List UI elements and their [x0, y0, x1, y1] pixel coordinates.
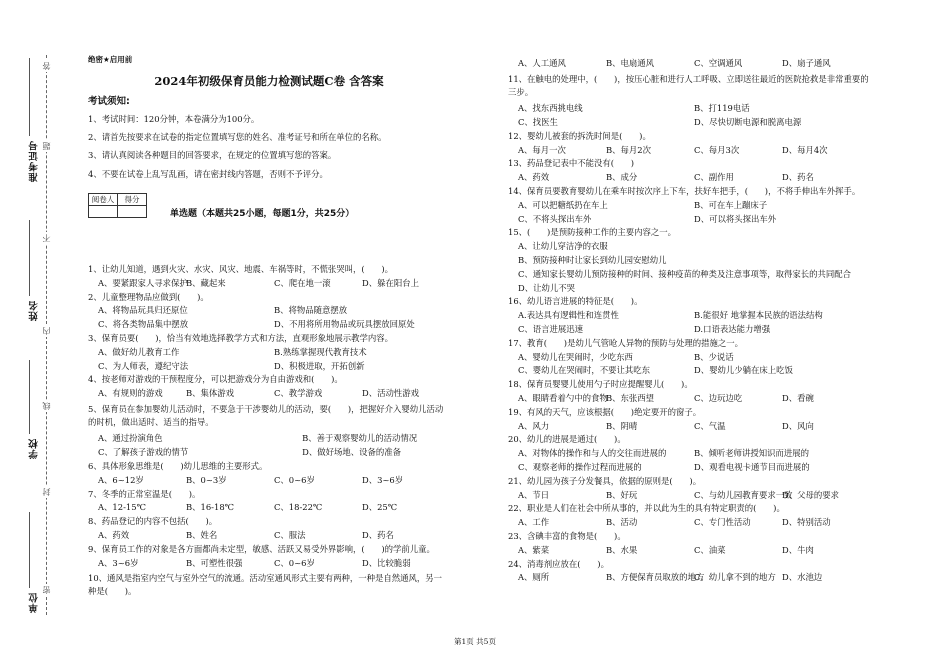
option-group: [508, 546, 870, 554]
answer-option[interactable]: B、倾听老师讲授知识而进展的: [694, 448, 810, 459]
answer-option[interactable]: D、可以将头探出车外: [694, 213, 777, 224]
answer-option[interactable]: A、找东西挑电线: [518, 103, 583, 114]
answer-option[interactable]: A、12-15℃: [98, 502, 146, 513]
question-text: 9、保育员工作的对象是各方面都尚未定型，敏感、活跃又易受外界影响，( )的学前儿童。: [88, 543, 435, 554]
answer-option[interactable]: B、将物品随意摆放: [274, 305, 348, 316]
option-group: [88, 306, 450, 328]
answer-option[interactable]: C、将各类物品集中摆放: [98, 319, 189, 330]
answer-option[interactable]: A、药效: [98, 529, 130, 540]
question-item: [508, 504, 870, 526]
question-item: [88, 403, 450, 457]
option-group: [88, 389, 450, 397]
question-text: 1、让幼儿知道，遇到火灾、水灾、风灾、地震、车祸等时，不慌张哭叫，( )。: [88, 264, 393, 274]
answer-option[interactable]: C、为人师表，遵纪守法: [98, 360, 189, 371]
answer-option[interactable]: C、爬在地一滚: [274, 277, 331, 288]
answer-option[interactable]: D、风向: [782, 420, 814, 431]
answer-option[interactable]: A、做好幼儿教育工作: [98, 346, 180, 357]
answer-option[interactable]: C、观察老师的操作过程而进展的: [518, 461, 642, 472]
answer-option[interactable]: A、有规则的游戏: [98, 388, 163, 399]
answer-option[interactable]: D、3~6岁: [362, 474, 404, 485]
answer-option[interactable]: B、活动: [606, 517, 638, 528]
option-group: [508, 242, 870, 292]
answer-option[interactable]: A、紫菜: [518, 544, 550, 555]
notice-item: 3、请认真阅读各种题目的回答要求，在规定的位置填写您的答案。: [88, 150, 337, 161]
answer-option[interactable]: B、姓名: [186, 529, 218, 540]
answer-option[interactable]: D、活动性游戏: [362, 388, 419, 399]
option-group: [508, 353, 870, 375]
score-table: [88, 193, 147, 218]
answer-option[interactable]: C、幼儿拿不到的地方: [694, 572, 776, 583]
question-text: 19、有风的天气，应该根据( )绝定要开的窗子。: [508, 406, 702, 417]
answer-option[interactable]: A、每月一次: [518, 144, 566, 155]
option-group: [508, 59, 870, 67]
section-title: 单选题（本题共25小题，每题1分，共25分）: [170, 209, 355, 219]
fill-line-exam-number[interactable]: [29, 58, 30, 136]
answer-option[interactable]: A、通过扮演角色: [98, 433, 163, 444]
seal-mark: 密: [42, 586, 51, 594]
answer-option[interactable]: A、药效: [518, 172, 550, 183]
question-text: 24、消毒剂应放在( )。: [508, 558, 609, 569]
question-text: 22、职业是人们在社会中所从事的，并以此为生的具有特定职责的( )。: [508, 503, 785, 514]
option-group: [508, 422, 870, 430]
answer-option[interactable]: B、好玩: [606, 489, 638, 500]
grader-header: 阅卷人: [89, 194, 118, 206]
question-text: 16、幼儿语言进展的特征是( )。: [508, 296, 643, 307]
question-item: [508, 408, 870, 430]
seal-mark: 不: [42, 234, 51, 242]
answer-option[interactable]: A、人工通风: [518, 58, 566, 68]
score-cell[interactable]: [118, 206, 147, 218]
answer-option[interactable]: D、躲在阳台上: [362, 277, 419, 288]
answer-option[interactable]: D、水池边: [782, 572, 823, 583]
question-text: 17、教育( )是幼儿气管呛人异物的预防与处理的措施之一。: [508, 337, 743, 348]
answer-option[interactable]: D、药名: [362, 529, 394, 540]
label-name: 姓名: [29, 300, 40, 321]
question-item: [88, 462, 450, 484]
answer-option[interactable]: C、与幼儿园教育要求一致: [694, 489, 793, 500]
question-item: [508, 380, 870, 402]
answer-option[interactable]: C、气温: [694, 420, 726, 431]
answer-option[interactable]: B、集体游戏: [186, 388, 235, 399]
question-text: 2、儿童整理物品应做到( )。: [88, 291, 209, 302]
answer-option[interactable]: B、少说话: [694, 351, 734, 362]
answer-option[interactable]: D、观看电视卡通节目而进展的: [694, 461, 810, 472]
question-text: 20、幼儿的进展是通过( )。: [508, 434, 626, 445]
question-item: [88, 517, 450, 539]
answer-option[interactable]: C、油菜: [694, 544, 726, 555]
question-text: 3、保育员要( )，恰当有效地选择教学方式和方法，直观形象地展示教学内容。: [88, 332, 393, 343]
option-group: [88, 503, 450, 511]
answer-option[interactable]: A、3~6岁: [98, 557, 139, 568]
notice-item: 1、考试时间：120分钟，本卷满分为100分。: [88, 113, 260, 124]
question-item: [88, 545, 450, 567]
question-item: [508, 297, 870, 333]
option-group: [508, 573, 870, 581]
answer-option[interactable]: B、成分: [606, 172, 638, 183]
option-group: [508, 201, 870, 223]
fill-line-school[interactable]: [29, 360, 30, 434]
answer-option[interactable]: A.表达具有逻辑性和连贯性: [518, 310, 619, 321]
answer-option[interactable]: C、每月3次: [694, 144, 740, 155]
answer-option[interactable]: B、水果: [606, 544, 638, 555]
answer-option[interactable]: D.口语表达能力增强: [694, 323, 771, 334]
seal-mark: 答: [42, 62, 51, 70]
fill-line-unit[interactable]: [29, 512, 30, 588]
question-text: 12、婴幼儿被套的拆洗时间是( )。: [508, 130, 651, 141]
answer-option[interactable]: A、对物体的操作和与人的交往而进展的: [518, 448, 667, 459]
left-column: [88, 55, 450, 597]
answer-option[interactable]: C、通知家长婴幼儿预防接种的时间、接种疫苗的种类及注意事项等，取得家长的共同配合: [518, 268, 852, 279]
question-text: 13、药品登记表中不能没有( ): [508, 158, 635, 169]
answer-option[interactable]: A、眼睛看着勺中的食物: [518, 392, 608, 403]
answer-option[interactable]: C、婴幼儿在哭闹时，不要让其吃东: [518, 365, 651, 376]
answer-option[interactable]: D、比较脆弱: [362, 557, 411, 568]
question-item: [88, 334, 450, 370]
answer-option[interactable]: D、婴幼儿少躺在床上吃饭: [694, 365, 793, 376]
answer-option[interactable]: A、要紧跟家人寻求保护: [98, 277, 188, 288]
question-text: 21、幼儿园为孩子分发餐具，依据的原则是( )。: [508, 475, 702, 486]
question-item: [508, 228, 870, 292]
option-group: [88, 434, 450, 456]
option-group: [508, 491, 870, 499]
answer-option[interactable]: B、打119电话: [694, 103, 750, 114]
option-group: [88, 348, 450, 370]
answer-option[interactable]: D、扇子通风: [782, 58, 831, 68]
exam-title: 2024年初级保育员能力检测试题C卷 含答案: [154, 73, 384, 88]
option-group: [508, 173, 870, 181]
answer-option[interactable]: B、每月2次: [606, 144, 651, 155]
answer-option[interactable]: B、东张西望: [606, 392, 655, 403]
question-item: [88, 490, 450, 512]
answer-option[interactable]: B、方便保育员取放的地方: [606, 572, 705, 583]
question-text: 7、冬季的正常室温是( )。: [88, 488, 201, 499]
answer-option[interactable]: B、可在车上蹦床子: [694, 199, 768, 210]
answer-option[interactable]: C、服法: [274, 529, 306, 540]
question-item: [508, 339, 870, 375]
answer-option[interactable]: D、父母的要求: [782, 489, 839, 500]
question-text: 11、在触电的处理中，( )，按压心脏和进行人工呼吸、立即送往最近的医院抢救是非常重要的三步。: [508, 73, 869, 97]
answer-option[interactable]: A、风力: [518, 420, 550, 431]
answer-option[interactable]: B、可塑性很强: [186, 557, 243, 568]
answer-option[interactable]: B、电扇通风: [606, 58, 655, 68]
question-list-right: [508, 59, 870, 587]
binding-margin: [0, 0, 70, 671]
answer-option[interactable]: D、每月4次: [782, 144, 828, 155]
question-item: [508, 73, 870, 127]
answer-option[interactable]: D、不用将所用物品或玩具摆放回原处: [274, 319, 415, 330]
question-text: 15、( )是预防接种工作的主要内容之一。: [508, 227, 676, 238]
question-item: [508, 560, 870, 582]
option-group: [88, 476, 450, 484]
answer-option[interactable]: C、不将头探出车外: [518, 213, 592, 224]
question-text: 18、保育员婴婴儿使用勺子时应提醒婴儿( )。: [508, 379, 693, 390]
option-group: [88, 279, 450, 287]
answer-option[interactable]: B、预防接种时让家长到幼儿园安慰幼儿: [518, 254, 667, 265]
answer-option[interactable]: C、18-22℃: [274, 502, 323, 513]
answer-option[interactable]: D、做好场地、设备的准备: [302, 447, 401, 458]
question-item: [508, 532, 870, 554]
option-group: [508, 104, 870, 126]
label-unit: 单位: [29, 592, 40, 613]
answer-option[interactable]: C、副作用: [694, 172, 734, 183]
answer-option[interactable]: C、0~6岁: [274, 474, 315, 485]
question-item: [88, 572, 450, 598]
option-group: [88, 559, 450, 567]
answer-option[interactable]: C、找医生: [518, 117, 558, 128]
label-school: 学校: [29, 438, 40, 459]
question-item: [508, 477, 870, 499]
answer-option[interactable]: D、牛肉: [782, 544, 814, 555]
option-group: [88, 531, 450, 539]
label-exam-number: 准考证号: [29, 140, 40, 182]
question-text: 5、保育员在参加婴幼儿活动时，不要急于干涉婴幼儿的活动，要( )，把握好介入婴幼儿活动的时机，做出适时、适当的指导。: [88, 403, 444, 427]
answer-option[interactable]: A、厕所: [518, 572, 550, 583]
seal-mark: 封: [42, 488, 51, 496]
answer-option[interactable]: D、25℃: [362, 502, 398, 513]
answer-option[interactable]: B、藏起来: [186, 277, 226, 288]
question-text: 4、按老师对游戏的干预程度分，可以把游戏分为自由游戏和( )。: [88, 374, 343, 385]
seal-mark: 内: [42, 327, 51, 335]
answer-option[interactable]: B.熟练掌握现代教育技术: [274, 346, 367, 357]
answer-option[interactable]: C、0~6岁: [274, 557, 315, 568]
answer-option[interactable]: B、阴晴: [606, 420, 638, 431]
answer-option[interactable]: A、节日: [518, 489, 550, 500]
question-item: [88, 375, 450, 397]
answer-option[interactable]: A、婴幼儿在哭闹时，少吃东西: [518, 351, 633, 362]
question-text: 10、通风是指室内空气与室外空气的流通。活动室通风形式主要有两种，一种是自然通风，另一种是( )。: [88, 573, 443, 597]
question-item: [88, 293, 450, 329]
answer-option[interactable]: D、特别活动: [782, 517, 831, 528]
option-group: [508, 449, 870, 471]
question-text: 23、含碘丰富的食物是( )。: [508, 530, 626, 541]
notice-heading: 考试须知:: [88, 96, 130, 107]
answer-option[interactable]: C、空调通风: [694, 58, 743, 68]
question-item: [88, 265, 450, 287]
answer-option[interactable]: B、0~3岁: [186, 474, 227, 485]
seal-mark: 线: [42, 402, 51, 410]
answer-option[interactable]: A、让幼儿穿洁净的衣服: [518, 241, 608, 252]
answer-option[interactable]: A、可以把糖纸扔在车上: [518, 199, 608, 210]
answer-option[interactable]: D、积极进取，开拓创新: [274, 360, 365, 371]
grader-cell[interactable]: [89, 206, 118, 218]
answer-option[interactable]: B.能很好 地掌握本民族的语法结构: [694, 310, 823, 321]
question-list-left: [88, 265, 450, 604]
option-group: [508, 394, 870, 402]
answer-option[interactable]: A、6~12岁: [98, 474, 144, 485]
seal-mark: 题: [42, 142, 51, 150]
score-header: 得分: [118, 194, 147, 206]
answer-option[interactable]: C、专门性活动: [694, 517, 751, 528]
notice-item: 2、请首先按要求在试卷的指定位置填写您的姓名、准考证号和所在单位的名称。: [88, 131, 387, 142]
answer-option[interactable]: C、教学游戏: [274, 388, 323, 399]
secret-label: 绝密★启用前: [88, 55, 133, 64]
option-group: [508, 518, 870, 526]
question-item: [508, 159, 870, 181]
answer-option[interactable]: D、让幼儿不哭: [518, 282, 575, 293]
answer-option[interactable]: D、药名: [782, 172, 814, 183]
notice-item: 4、不要在试卷上乱写乱画，请在密封线内答题，否则不予评分。: [88, 168, 328, 179]
option-group: [508, 311, 870, 333]
answer-option[interactable]: D、尽快切断电源和脱离电源: [694, 117, 802, 128]
question-item: [508, 59, 870, 67]
question-item: [508, 187, 870, 223]
answer-option[interactable]: B、16-18℃: [186, 502, 235, 513]
answer-option[interactable]: C、了解孩子游戏的情节: [98, 447, 189, 458]
answer-option[interactable]: C、语言进展迅速: [518, 323, 584, 334]
question-item: [508, 132, 870, 154]
option-group: [508, 146, 870, 154]
answer-option[interactable]: D、看碗: [782, 392, 814, 403]
question-text: 14、保育员要教育婴幼儿在乘车时按次序上下车，扶好车把手，( )，不将手伸出车外挥手。: [508, 186, 861, 196]
page-footer: 第1页 共5页: [454, 637, 496, 646]
answer-option[interactable]: A、工作: [518, 517, 550, 528]
answer-option[interactable]: B、善于观察婴幼儿的活动情况: [302, 433, 418, 444]
answer-option[interactable]: A、将物品玩具归还原位: [98, 305, 188, 316]
question-text: 6、具体形象思维是( )幼儿思维的主要形式。: [88, 460, 268, 471]
question-item: [508, 435, 870, 471]
answer-option[interactable]: C、边玩边吃: [694, 392, 743, 403]
question-text: 8、药品登记的内容不包括( )。: [88, 516, 218, 527]
fill-line-name[interactable]: [29, 220, 30, 296]
